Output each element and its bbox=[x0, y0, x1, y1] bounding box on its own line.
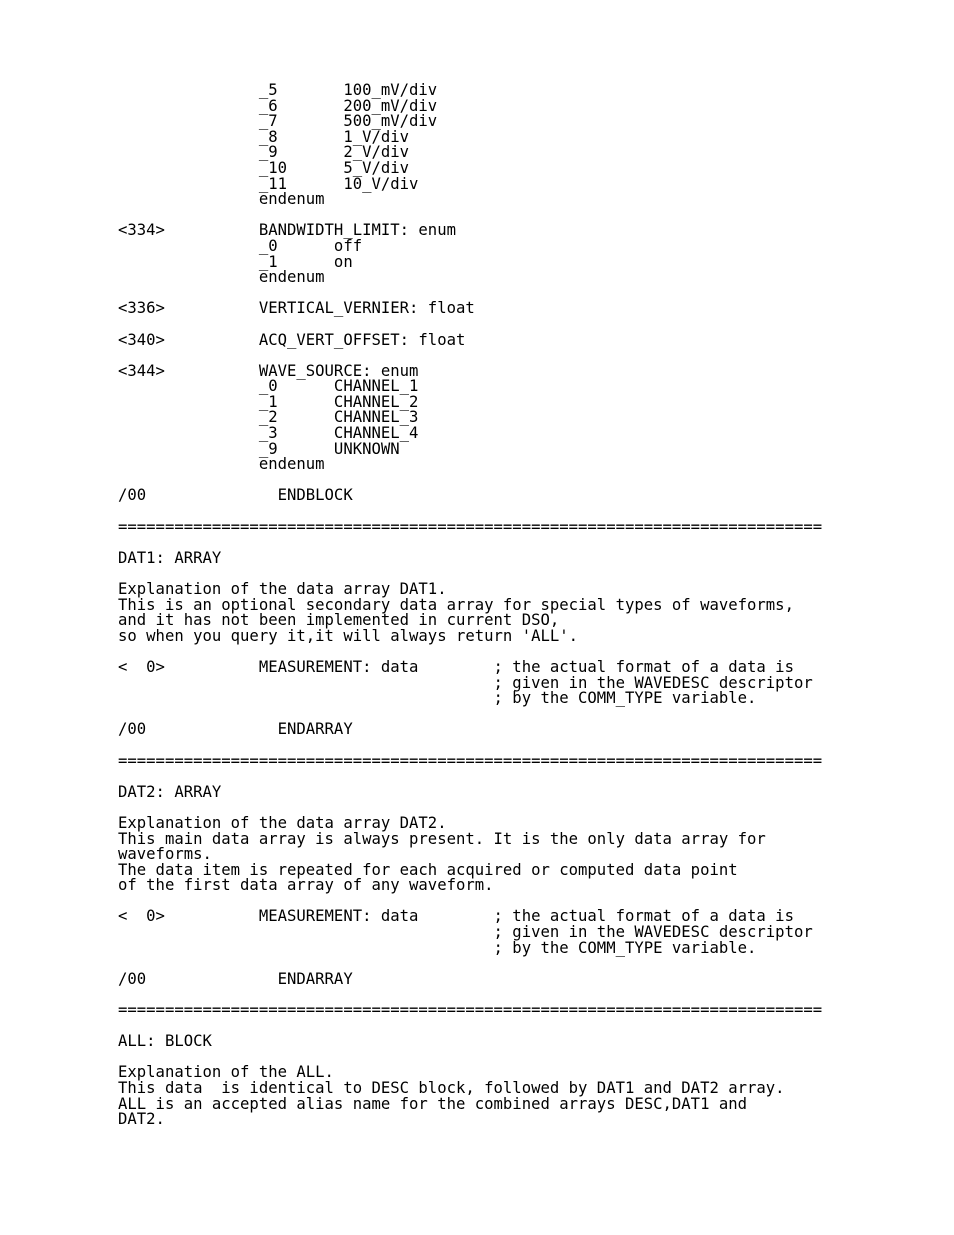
text-line: endenum bbox=[118, 455, 325, 474]
text-line: _9 2_V/div bbox=[118, 143, 410, 162]
text-line: ; given in the WAVEDESC descriptor bbox=[118, 923, 813, 942]
text-line: <334> BANDWIDTH_LIMIT: enum bbox=[118, 221, 456, 240]
text-line: DAT2. bbox=[118, 1110, 165, 1129]
text-line: endenum bbox=[118, 190, 325, 209]
blank-line bbox=[118, 769, 818, 785]
text-line: _0 CHANNEL_1 bbox=[118, 377, 419, 396]
text-line: so when you query it,it will always return 'ALL'. bbox=[118, 626, 579, 645]
blank-line bbox=[118, 1019, 818, 1035]
text-line: _7 500_mV/div bbox=[118, 112, 438, 131]
text-line: _6 200_mV/div bbox=[118, 96, 438, 115]
text-line: /00 ENDBLOCK bbox=[118, 486, 353, 505]
text-line: _1 on bbox=[118, 252, 353, 271]
text-line: /00 ENDARRAY bbox=[118, 969, 353, 988]
text-line: _10 5_V/div bbox=[118, 158, 410, 177]
text-line: ; given in the WAVEDESC descriptor bbox=[118, 673, 813, 692]
separator-line: =========================================================================== bbox=[118, 517, 823, 536]
text-line: _3 CHANNEL_4 bbox=[118, 424, 419, 443]
text-line: _0 off bbox=[118, 236, 363, 255]
text-line: DAT1: ARRAY bbox=[118, 548, 222, 567]
text-line: _11 10_V/div bbox=[118, 174, 419, 193]
text-line: This main data array is always present. It is the only data array for bbox=[118, 829, 766, 848]
text-line: <340> ACQ_VERT_OFFSET: float bbox=[118, 330, 466, 349]
text-line: _1 CHANNEL_2 bbox=[118, 392, 419, 411]
text-line: Explanation of the ALL. bbox=[118, 1063, 334, 1082]
text-line: of the first data array of any waveform. bbox=[118, 876, 494, 895]
text-line: waveforms. bbox=[118, 845, 212, 864]
blank-line bbox=[118, 535, 818, 551]
text-line: < 0> MEASUREMENT: data ; the actual format of a data is bbox=[118, 657, 794, 676]
document-text bbox=[118, 81, 823, 1129]
text-line: Explanation of the data array DAT2. bbox=[118, 813, 447, 832]
text-line: The data item is repeated for each acquired or computed data point bbox=[118, 860, 738, 879]
text-line: and it has not been implemented in current DSO, bbox=[118, 611, 560, 630]
text-line: ; by the COMM_TYPE variable. bbox=[118, 689, 757, 708]
text-line: This is an optional secondary data array for special types of waveforms, bbox=[118, 595, 794, 614]
text-line: < 0> MEASUREMENT: data ; the actual format of a data is bbox=[118, 907, 794, 926]
text-line: /00 ENDARRAY bbox=[118, 720, 353, 739]
separator-line: =========================================================================== bbox=[118, 1001, 823, 1020]
text-line: ; by the COMM_TYPE variable. bbox=[118, 938, 757, 957]
text-line: _9 UNKNOWN bbox=[118, 439, 400, 458]
text-line: ALL: BLOCK bbox=[118, 1032, 212, 1051]
text-line: <336> VERTICAL_VERNIER: float bbox=[118, 299, 475, 318]
text-line: DAT2: ARRAY bbox=[118, 782, 222, 801]
separator-line: =========================================================================== bbox=[118, 751, 823, 770]
text-line: _8 1_V/div bbox=[118, 127, 410, 146]
text-line: _2 CHANNEL_3 bbox=[118, 408, 419, 427]
text-line: ALL is an accepted alias name for the combined arrays DESC,DAT1 and bbox=[118, 1094, 748, 1113]
text-line: <344> WAVE_SOURCE: enum bbox=[118, 361, 419, 380]
text-line: This data is identical to DESC block, followed by DAT1 and DAT2 array. bbox=[118, 1079, 785, 1097]
text-line: Explanation of the data array DAT1. bbox=[118, 580, 447, 598]
text-line: _5 100_mV/div bbox=[118, 81, 438, 99]
text-line: endenum bbox=[118, 268, 325, 287]
